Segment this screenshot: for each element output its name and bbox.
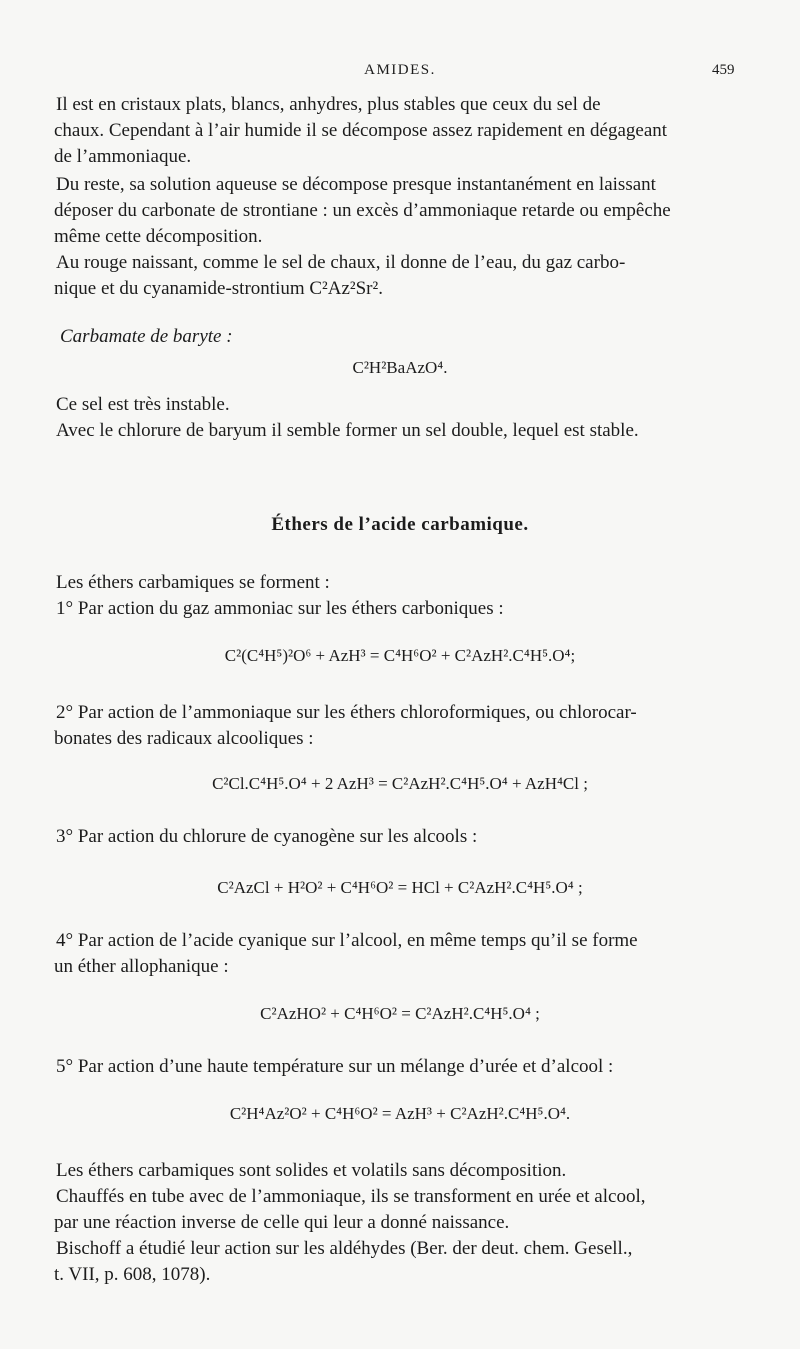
text-line: Bischoff a étudié leur action sur les aldéhydes (Ber. der deut. chem. Gesell., (56, 1238, 633, 1259)
text-line: 4° Par action de l’acide cyanique sur l’alcool, en même temps qu’il se forme (56, 930, 638, 951)
formula: C²AzCl + H²O² + C⁴H⁶O² = HCl + C²AzH².C⁴H⁵.O⁴ ; (217, 878, 583, 897)
text-line: Les éthers carbamiques sont solides et volatils sans décomposition. (56, 1160, 567, 1181)
section-heading: Éthers de l’acide carbamique. (271, 514, 529, 535)
text-line: t. VII, p. 608, 1078). (54, 1264, 211, 1285)
text-line: nique et du cyanamide-strontium C²Az²Sr². (54, 278, 383, 299)
text-line: Du reste, sa solution aqueuse se décompose presque instantanément en laissant (56, 174, 656, 195)
formula: C²H²BaAzO⁴. (352, 358, 448, 377)
formula: C²Cl.C⁴H⁵.O⁴ + 2 AzH³ = C²AzH².C⁴H⁵.O⁴ + AzH⁴Cl ; (212, 774, 588, 793)
page-number: 459 (712, 62, 735, 78)
section-label: Carbamate de baryte : (60, 326, 233, 347)
text-line: 1° Par action du gaz ammoniac sur les éthers carboniques : (56, 598, 504, 619)
text-line: 3° Par action du chlorure de cyanogène sur les alcools : (56, 826, 478, 847)
text-line: 5° Par action d’une haute température sur un mélange d’urée et d’alcool : (56, 1056, 614, 1077)
text-line: un éther allophanique : (54, 956, 229, 977)
text-line: Il est en cristaux plats, blancs, anhydres, plus stables que ceux du sel de (56, 94, 601, 115)
text-line: bonates des radicaux alcooliques : (54, 728, 314, 749)
text-line: déposer du carbonate de strontiane : un excès d’ammoniaque retarde ou empêche (54, 200, 671, 221)
text-line: 2° Par action de l’ammoniaque sur les éthers chloroformiques, ou chlorocar- (56, 702, 637, 723)
text-line: chaux. Cependant à l’air humide il se décompose assez rapidement en dégageant (54, 120, 668, 141)
text-line: Chauffés en tube avec de l’ammoniaque, ils se transforment en urée et alcool, (56, 1186, 646, 1207)
running-header: AMIDES. (364, 62, 436, 78)
formula: C²AzHO² + C⁴H⁶O² = C²AzH².C⁴H⁵.O⁴ ; (260, 1004, 540, 1023)
formula: C²H⁴Az²O² + C⁴H⁶O² = AzH³ + C²AzH².C⁴H⁵.O⁴. (229, 1104, 571, 1123)
text-line: de l’ammoniaque. (54, 146, 192, 167)
formula: C²(C⁴H⁵)²O⁶ + AzH³ = C⁴H⁶O² + C²AzH².C⁴H⁵.O⁴; (224, 646, 576, 665)
text-line: Les éthers carbamiques se forment : (56, 572, 330, 593)
text-line: Avec le chlorure de baryum il semble former un sel double, lequel est stable. (56, 420, 639, 441)
text-line: par une réaction inverse de celle qui leur a donné naissance. (54, 1212, 510, 1233)
text-line: Ce sel est très instable. (56, 394, 230, 415)
text-line: Au rouge naissant, comme le sel de chaux, il donne de l’eau, du gaz carbo- (56, 252, 626, 273)
text-line: même cette décomposition. (54, 226, 263, 247)
